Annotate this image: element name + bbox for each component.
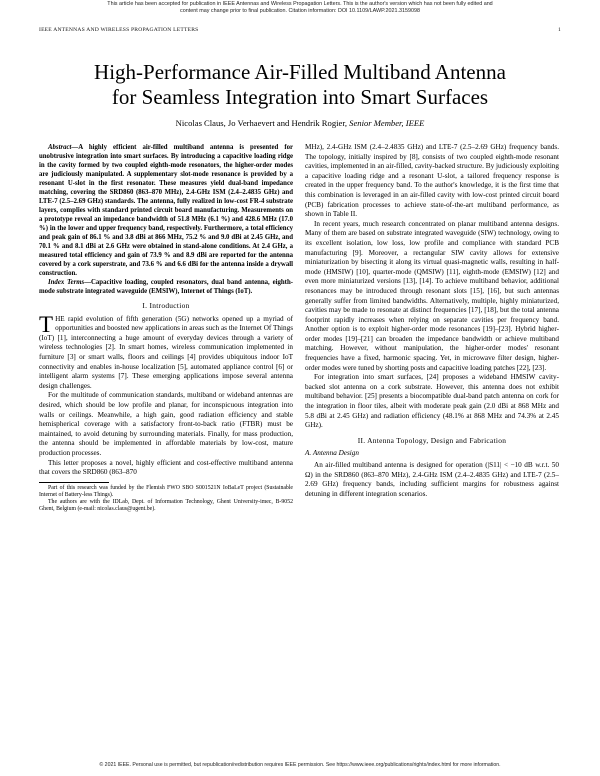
right-paragraph-2: In recent years, much research concentrated on planar multiband antenna designs. Many of them are based on substrate integrated waveguide (SIW) technology, owing to its excellent isolation, low loss, low profile and compliance with standard PCB manufacturing [9]. Moreover, a rectangular SIW cavity allows for extensive miniaturization by bisecting it along its virtual quasi-magnetic walls, resulting in half-mode (HMSIW) [10], quarter-mode (QMSIW) [11], eighth-mode (EMSIW) [12] and even more miniaturized versions [13], [14]. To achieve multiband behavior, additional resonances may be introduced through resonant slots [15], [16], but such antennas generally suffer from limited bandwidths. Alternatively, multiple, highly miniaturized, cavities may be made to resonate at distinct frequencies [17], [18], but the total antenna footprint rapidly increases when relying on separate cavities per frequency band. Another option is to exploit higher-order mode resonances [19]–[23]. Hybrid higher-order modes [19]–[21] can broaden the impedance bandwidth or achieve multiband matching. However, without manipulation, the higher-order modes' resonant frequencies have a fixed, harmonic spacing. Yet, in microwave filter design, higher-order modes were tuned by shorting posts and capacitive loading patches [22], [23].: [305, 219, 559, 372]
title-line-2: for Seamless Integration into Smart Surfaces: [111, 85, 489, 109]
banner-line-1: This article has been accepted for publication in IEEE Antennas and Wireless Propagation Letters. This is the author's version which has not been fully edited and: [107, 1, 493, 7]
author-membership: Senior Member, IEEE: [349, 118, 425, 128]
intro-paragraph-3: This letter proposes a novel, highly efficient and cost-effective multiband antenna that covers the SRD860 (863–870: [39, 458, 293, 477]
abstract-text: —A highly efficient air-filled multiband antenna is presented for unobtrusive integration into smart surfaces. By introducing a capacitive loading ridge in the cavity formed by two coupled eighth-mode resonators, the higher-order modes are judiciously manipulated. A supplementary slot-mode resonance is provided by a resonant U-slot in the first resonator. These measures yield dual-band impedance matching, covering the SRD860 (863–870 MHz), 2.4-GHz ISM (2.4–2.4835 GHz) and LTE-7 (2.5–2.69 GHz) standards. The antenna, fully realized in low-cost FR-4 substrate layers, complies with standard printed circuit board manufacturing. Measurements on a prototype reveal an impedance bandwidth of 51.8 MHz (6.1 %) and 428.6 MHz (17.0 %) in the lower and upper frequency band, respectively. Furthermore, a total efficiency and peak gain of 86.1 % and 3.8 dBi at 866 MHz, 75.2 % and 9.0 dBi at 2.45 GHz, and 70.1 % and 8.1 dBi at 2.6 GHz were obtained in stand-alone conditions. At 2.4 GHz, a measured total efficiency and gain of 73.9 % and 8.9 dBi are reported for the antenna covered by a cork superstrate, and 73.6 % and 6.6 dBi for the antenna inside a drywall construction.: [39, 144, 293, 277]
left-column: [39, 143, 293, 514]
footnote-affiliation: The authors are with the IDLab, Dept. of Information Technology, Ghent University-imec, B-9052 Ghent, Belgium (e-mail: nicolas.claus@ugent.be).: [39, 499, 293, 513]
abstract: [39, 143, 293, 278]
index-terms-text: —Capacitive loading, coupled resonators, dual band antenna, eighth-mode substrate integrated waveguide (EMSIW), Internet of Things (IoT).: [39, 279, 293, 295]
author-list: [20, 118, 580, 128]
section-heading-introduction: I. Introduction: [142, 301, 190, 310]
right-paragraph-4: An air-filled multiband antenna is designed for operation (|S11| < −10 dB w.r.t. 50 Ω) in the SRD860 (863–870 MHz), 2.4-GHz ISM (2.4–2.4835 GHz) and LTE-7 (2.5–2.69 GHz) frequency bands, including sufficient margins for robustness against detuning in different integration scenarios.: [305, 461, 559, 498]
right-paragraph-3: For integration into smart surfaces, [24] proposes a wideband HMSIW cavity-backed slot antenna on a cork substrate. However, this antenna does not exhibit multiband behavior. [25] presents a biocompatible dual-band patch antenna on cork for the integration in floor tiles, albeit with moderate peak gain (2.0 dBi at 868 MHz and 5.8 dBi at 2.45 GHz) and radiation efficiency (48.1% at 868 MHz and 74.3% at 2.45 GHz).: [305, 373, 559, 430]
index-terms: [39, 278, 293, 296]
intro-paragraph-1: [39, 311, 293, 392]
author-names: Nicolas Claus, Jo Verhaevert and Hendrik Rogier,: [175, 118, 347, 128]
copyright-notice: © 2021 IEEE. Personal use is permitted, but republication/redistribution requires IEEE permission. See https://www.ieee.org/publications/rights/index.html for more information.: [99, 762, 501, 768]
footnote-rule: [39, 482, 109, 483]
title-line-1: High-Performance Air-Filled Multiband Antenna: [94, 60, 506, 84]
paper-title: [20, 60, 580, 110]
right-paragraph-1: MHz), 2.4-GHz ISM (2.4–2.4835 GHz) and LTE-7 (2.5–2.69 GHz) frequency bands. The topology, initially inspired by [8], consists of two coupled eighth-mode resonant cavities, implemented in an air-filled, cavity-backed structure. By judiciously exploiting a capacitive loading ridge and a resonant U-slot, a tailored frequency response is created in the upper frequency band. To the author's knowledge, it is the first time that this combination is leveraged in an air-filled cavity with low-cost printed circuit board (PCB) fabrication processes to achieve state-of-the-art multiband performance, as shown in Table II.: [305, 143, 559, 219]
banner-line-2: content may change prior to final publication. Citation information: DOI 10.1109/LAWP.2021.3159098: [180, 8, 420, 14]
intro-paragraph-1-text: HE rapid evolution of fifth generation (5G) networks opened up a myriad of opportunities and boosted new applications in areas such as the Internet Of Things (IoT) [1], interconnecting a huge amount of everyday devices through a variety of wireless technologies [2]. In smart homes, wireless communication implemented in furniture [3] or smart walls, floors and ceilings [4] provides ubiquitous indoor IoT connectivity and enables in-house localization [5], automated appliance control [6] or intelligent alarm systems [7]. These emerging applications impose several antenna design challenges.: [39, 314, 293, 390]
preprint-banner: [0, 1, 600, 15]
abstract-label: Abstract: [48, 144, 72, 151]
footnote-funding: Part of this research was funded by the Flemish FWO SBO S001521N IoBaLeT project (Sustainable Internet of Battery-less Things).: [39, 484, 293, 498]
section-heading-topology: II. Antenna Topology, Design and Fabrication: [357, 435, 507, 445]
running-head: [39, 27, 561, 33]
journal-name: IEEE ANTENNAS AND WIRELESS PROPAGATION LETTERS: [39, 27, 199, 33]
drop-cap: T: [39, 311, 54, 337]
right-column: [305, 143, 559, 499]
page-number: 1: [558, 27, 561, 33]
subsection-heading-antenna-design: A. Antenna Design: [305, 449, 359, 458]
index-terms-label: Index Terms: [48, 279, 85, 286]
intro-paragraph-2: For the multitude of communication standards, multiband or wideband antennas are desired, which should be low profile and planar, for inconspicuous integration into walls or ceilings. Meanwhile, a high gain, good radiation efficiency and stable hemispherical coverage with a satisfactory front-to-back ratio (FTBR) must be maintained, to avoid detuning by surrounding materials. Finally, for mass production, the antenna should be implemented in affordable materials by low-cost, mature production processes.: [39, 391, 293, 457]
